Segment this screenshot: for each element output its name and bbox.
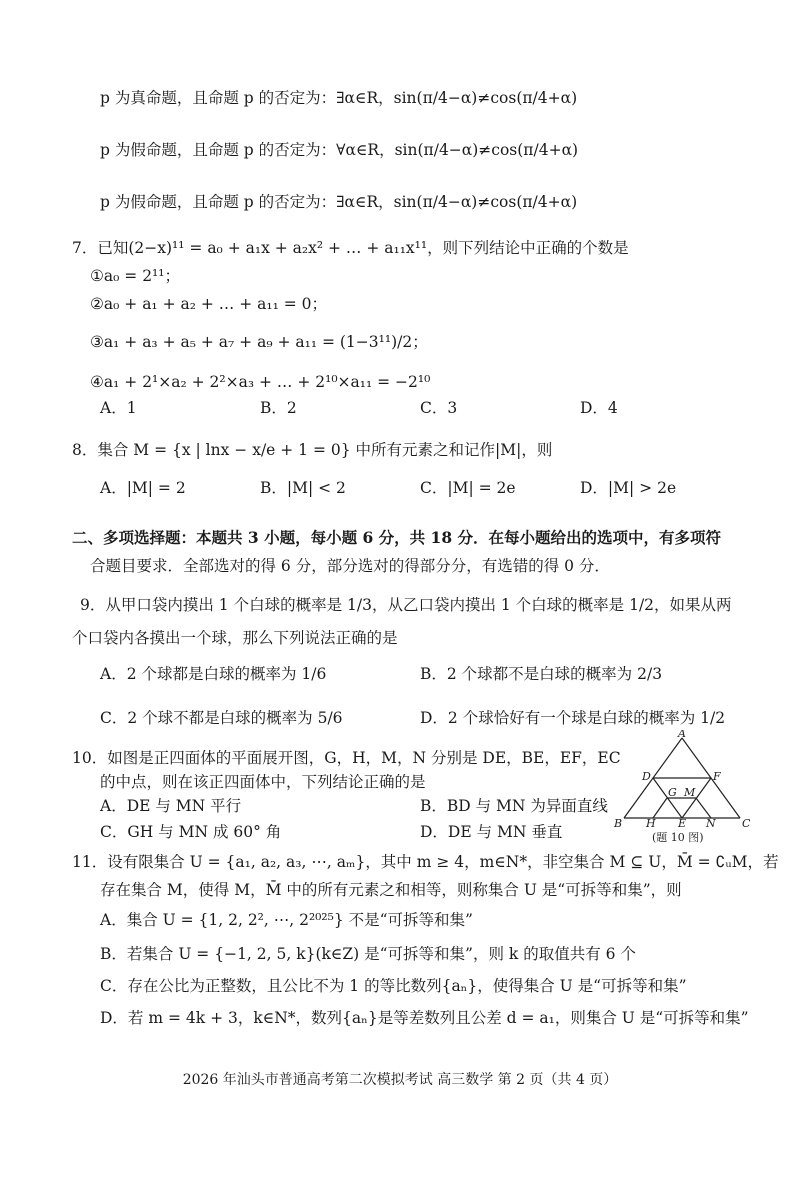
q7-statement-4: ④a₁ + 2¹×a₂ + 2²×a₃ + … + 2¹⁰×a₁₁ = −2¹⁰ — [90, 373, 431, 391]
label-f: F — [713, 770, 721, 783]
q11-option-d: D．若 m = 4k + 3，k∈N*，数列{aₙ}是等差数列且公差 d = a₁，则集合 U 是“可拆等和集” — [100, 1009, 749, 1027]
figure-caption: (题 10 图) — [652, 831, 704, 844]
q8-option-a: A．|M| = 2 — [100, 479, 186, 497]
q6-option-d-text: p 为假命题，且命题 p 的否定为：∃α∈R，sin(π/4−α)≠cos(π/4+α) — [100, 193, 578, 211]
q7-statement-2: ②a₀ + a₁ + a₂ + … + a₁₁ = 0； — [90, 295, 327, 313]
q8-option-d: D．|M| > 2e — [580, 479, 677, 497]
tetrahedron-net-figure — [612, 730, 752, 845]
q7-statement-3: ③a₁ + a₃ + a₅ + a₇ + a₉ + a₁₁ = (1−3¹¹)/2； — [90, 333, 428, 351]
segment-gh — [653, 798, 667, 818]
section-2-header: 二、多项选择题：本题共 3 小题，每小题 6 分，共 18 分．在每小题给出的选项中，有多项符 — [72, 528, 722, 547]
label-n: N — [706, 817, 716, 830]
label-e: E — [678, 817, 687, 830]
q8-option-b: B．|M| < 2 — [260, 479, 346, 497]
q7-option-a: A．1 — [100, 399, 137, 417]
label-m: M — [684, 786, 696, 799]
q9-option-c: C．2 个球不都是白球的概率为 5/6 — [100, 709, 343, 727]
label-d: D — [642, 770, 651, 783]
label-a: A — [678, 730, 686, 740]
q6-option-b-text: p 为真命题，且命题 p 的否定为：∃α∈R，sin(π/4−α)≠cos(π/4+α) — [100, 89, 578, 107]
q7-option-b: B．2 — [260, 399, 297, 417]
q9-stem-line-1: 9．从甲口袋内摸出 1 个白球的概率是 1/3，从乙口袋内摸出 1 个白球的概率是 1/2，如果从两 — [80, 596, 732, 614]
q7-option-c: C．3 — [420, 399, 458, 417]
q10-option-a: A．DE 与 MN 平行 — [100, 797, 242, 815]
q10-option-d: D．DE 与 MN 垂直 — [420, 823, 563, 841]
q6-option-c-text: p 为假命题，且命题 p 的否定为：∀α∈R，sin(π/4−α)≠cos(π/4+α) — [100, 141, 579, 159]
q6-option-b — [100, 88, 577, 108]
q9-option-b: B．2 个球都不是白球的概率为 2/3 — [420, 665, 663, 683]
q8-stem: 8．集合 M = {x | lnx − x/e + 1 = 0} 中所有元素之和记作|M|，则 — [72, 441, 553, 459]
q10-stem-line-1: 10．如图是正四面体的平面展开图，G，H，M，N 分别是 DE，BE，EF，EC — [72, 749, 621, 767]
q9-stem-line-2: 个口袋内各摸出一个球，那么下列说法正确的是 — [72, 629, 398, 647]
q11-stem-line-2: 存在集合 M，使得 M，M̄ 中的所有元素之和相等，则称集合 U 是“可拆等和集”，则 — [100, 881, 682, 899]
q7-stem: 7．已知(2−x)¹¹ = a₀ + a₁x + a₂x² + … + a₁₁x¹¹，则下列结论中正确的个数是 — [72, 239, 629, 257]
label-b: B — [614, 817, 623, 830]
section-2-instructions: 合题目要求．全部选对的得 6 分，部分选对的得部分分，有选错的得 0 分． — [90, 557, 610, 575]
label-g: G — [668, 786, 677, 799]
page-footer: 2026 年汕头市普通高考第二次模拟考试 高三数学 第 2 页（共 4 页） — [182, 1072, 618, 1088]
label-c: C — [742, 817, 751, 830]
q8-option-c: C．|M| = 2e — [420, 479, 516, 497]
q11-option-c: C．存在公比为正整数，且公比不为 1 的等比数列{aₙ}，使得集合 U 是“可拆等和集” — [100, 977, 687, 995]
q7-option-d: D．4 — [580, 399, 618, 417]
q11-option-b: B．若集合 U = {−1, 2, 5, k}(k∈Z) 是“可拆等和集”，则 k 的取值共有 6 个 — [100, 945, 636, 963]
q9-option-d: D．2 个球恰好有一个球是白球的概率为 1/2 — [420, 709, 726, 727]
q10-stem-line-2: 的中点，则在该正四面体中，下列结论正确的是 — [100, 773, 426, 791]
q11-option-a: A．集合 U = {1, 2, 2², ⋯, 2²⁰²⁵} 不是“可拆等和集” — [100, 911, 473, 929]
label-h: H — [646, 817, 656, 830]
q11-stem-line-1: 11．设有限集合 U = {a₁, a₂, a₃, ⋯, aₘ}，其中 m ≥ 4，m∈N*，非空集合 M ⊆ U，M̄ = ∁ᵤM，若 — [72, 853, 779, 871]
q6-option-d — [100, 192, 577, 212]
q6-option-c — [100, 140, 578, 160]
segment-mn — [696, 798, 711, 818]
q10-option-b: B．BD 与 MN 为异面直线 — [420, 797, 608, 815]
q7-statement-1: ①a₀ = 2¹¹； — [90, 267, 180, 285]
q10-option-c: C．GH 与 MN 成 60° 角 — [100, 823, 282, 841]
q9-option-a: A．2 个球都是白球的概率为 1/6 — [100, 665, 327, 683]
